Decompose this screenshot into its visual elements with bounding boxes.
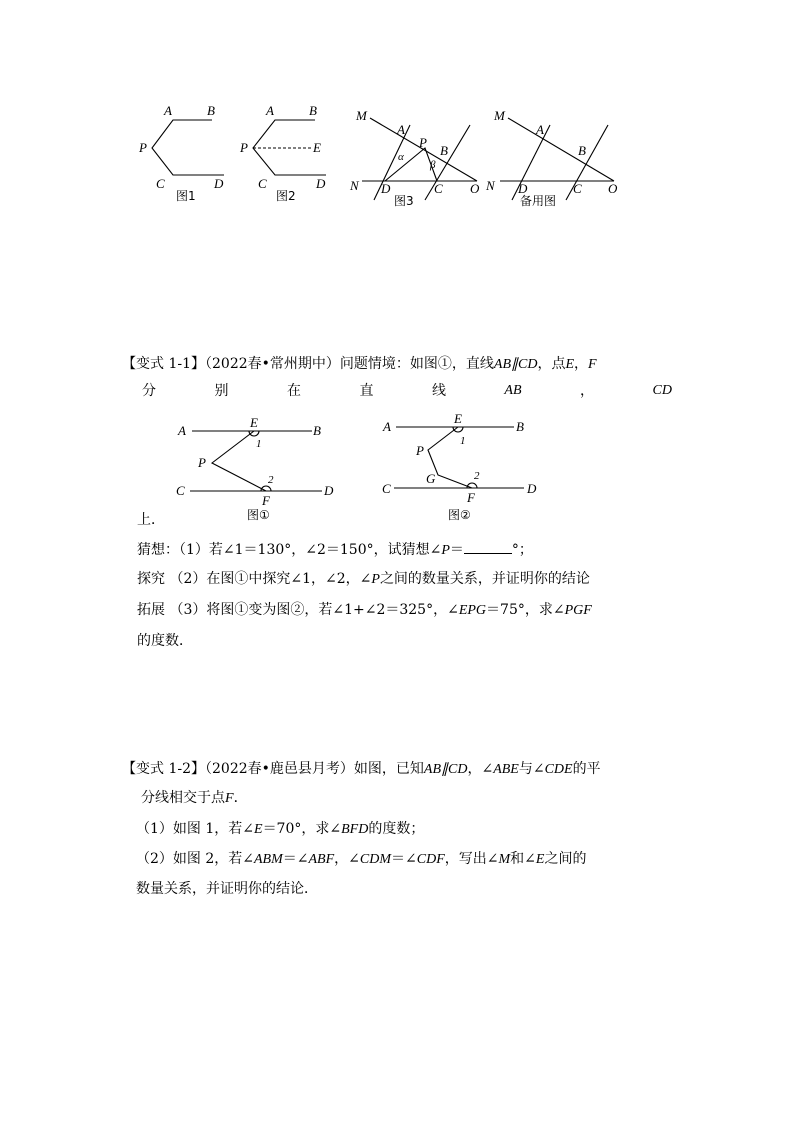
fig1-label-p: P bbox=[139, 140, 147, 155]
fig3-label-b: B bbox=[440, 143, 448, 158]
fig3-label-p: P bbox=[419, 135, 427, 150]
figure-circle-2 bbox=[394, 427, 524, 488]
svg-text:2: 2 bbox=[268, 474, 274, 486]
svg-text:D: D bbox=[527, 481, 537, 496]
fig3-label-n: N bbox=[350, 178, 359, 193]
svg-text:1: 1 bbox=[460, 435, 466, 447]
fig2-label-d: D bbox=[316, 176, 326, 191]
problem2-question-2: （2）如图 2，若∠ABM＝∠ABF，∠CDM＝∠CDF，写出∠M和∠E之间的 bbox=[136, 851, 587, 867]
svg-text:E: E bbox=[250, 415, 258, 430]
problem1-figures bbox=[0, 405, 794, 525]
svg-text:F: F bbox=[467, 490, 475, 505]
fig2-label-p: P bbox=[240, 140, 248, 155]
answer-blank[interactable] bbox=[464, 539, 512, 554]
fig-circle-1-caption: 图① bbox=[247, 508, 270, 522]
svg-text:P: P bbox=[416, 443, 424, 458]
fig2-label-c: C bbox=[258, 176, 267, 191]
svg-text:A: A bbox=[178, 423, 186, 438]
problem1-question-2: 探究 （2）在图①中探究∠1，∠2，∠P之间的数量关系，并证明你的结论 bbox=[137, 571, 590, 587]
fig4-caption: 备用图 bbox=[520, 194, 557, 208]
svg-text:B: B bbox=[516, 419, 524, 434]
problem2-line2: 分线相交于点F． bbox=[141, 790, 248, 806]
fig2-label-e: E bbox=[313, 140, 321, 155]
svg-text:C: C bbox=[176, 483, 185, 498]
svg-text:G: G bbox=[426, 471, 436, 486]
fig1-label-c: C bbox=[156, 176, 165, 191]
problem1-line1: 【变式 1-1】（2022春•常州期中）问题情境：如图①，直线AB∥CD，点E，F bbox=[122, 356, 597, 372]
fig1-label-b: B bbox=[207, 103, 215, 118]
fig2-label-a: A bbox=[266, 103, 274, 118]
problem2-tag: 【变式 1-2】 bbox=[122, 761, 205, 777]
fig1-label-d: D bbox=[214, 176, 224, 191]
fig1-caption: 图1 bbox=[176, 189, 196, 203]
problem2-line1: 【变式 1-2】（2022春•鹿邑县月考）如图，已知AB∥CD，∠ABE与∠CDE的平 bbox=[122, 761, 601, 777]
fig1-label-a: A bbox=[164, 103, 172, 118]
svg-text:1: 1 bbox=[256, 438, 262, 450]
problem2-question-2-tail: 数量关系，并证明你的结论． bbox=[136, 881, 318, 897]
problem1-tag: 【变式 1-1】 bbox=[122, 356, 205, 372]
svg-text:B: B bbox=[313, 423, 321, 438]
fig3-label-m: M bbox=[356, 108, 367, 123]
svg-text:P: P bbox=[198, 455, 206, 470]
fig2-label-b: B bbox=[309, 103, 317, 118]
problem1-line2: 分 别 在 直 线 AB ， CD bbox=[142, 383, 672, 399]
problem1-question-3-tail: 的度数． bbox=[137, 633, 193, 649]
fig4-label-n: N bbox=[486, 178, 495, 193]
figure-1 bbox=[152, 120, 224, 175]
fig4-label-c: C bbox=[573, 181, 582, 196]
fig3-caption: 图3 bbox=[394, 194, 414, 208]
problem1-question-1: 猜想：（1）若∠1＝130°，∠2＝150°，试猜想∠P＝ °； bbox=[137, 537, 533, 564]
problem2-question-1: （1）如图 1，若∠E＝70°，求∠BFD的度数； bbox=[136, 821, 425, 837]
svg-text:F: F bbox=[262, 493, 270, 508]
fig3-label-c: C bbox=[434, 181, 443, 196]
problem1-tail: 上． bbox=[137, 512, 165, 528]
fig4-label-d: D bbox=[518, 181, 528, 196]
fig3-label-o: O bbox=[470, 181, 480, 196]
svg-text:C: C bbox=[382, 481, 391, 496]
fig3-label-a: A bbox=[397, 122, 405, 137]
fig4-label-b: B bbox=[578, 143, 586, 158]
fig3-label-d: D bbox=[381, 181, 391, 196]
fig2-caption: 图2 bbox=[276, 189, 296, 203]
figure-3 bbox=[362, 118, 477, 200]
problem1-question-3: 拓展 （3）将图①变为图②，若∠1+∠2＝325°，∠EPG＝75°，求∠PGF bbox=[137, 602, 592, 618]
svg-text:A: A bbox=[383, 419, 391, 434]
svg-text:D: D bbox=[324, 483, 334, 498]
svg-text:2: 2 bbox=[474, 470, 480, 482]
fig4-label-o: O bbox=[608, 181, 618, 196]
svg-text:E: E bbox=[454, 411, 462, 426]
top-figures bbox=[0, 0, 794, 215]
fig3-label-alpha: α bbox=[398, 151, 404, 163]
fig4-label-m: M bbox=[494, 108, 505, 123]
fig3-label-beta: β bbox=[430, 159, 436, 171]
fig-circle-2-caption: 图② bbox=[448, 508, 471, 522]
fig4-label-a: A bbox=[536, 122, 544, 137]
